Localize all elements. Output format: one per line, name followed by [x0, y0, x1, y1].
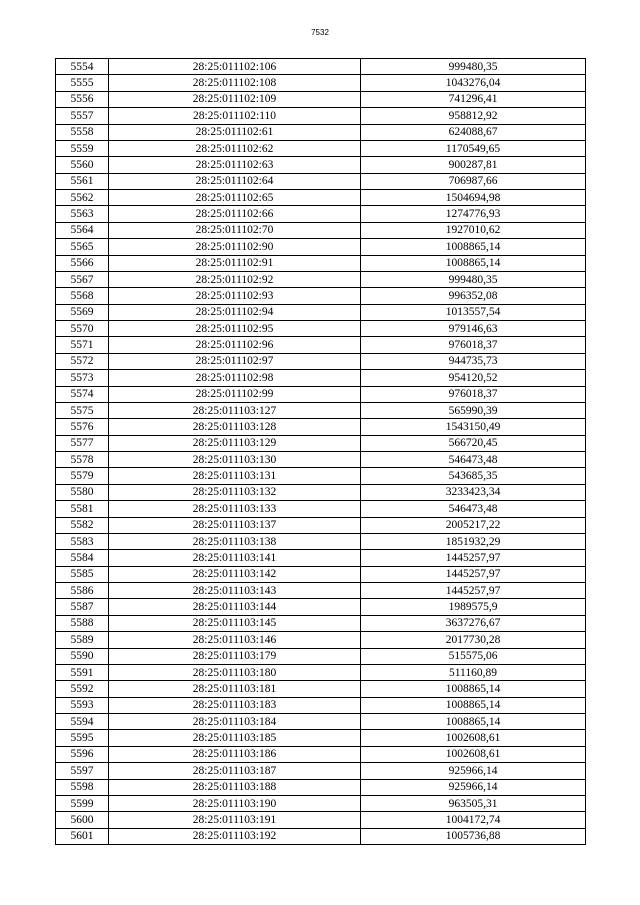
table-row	[56, 763, 586, 779]
row-index-cell: 5597	[56, 763, 109, 779]
cadastral-number-cell: 28:25:011103:191	[109, 812, 361, 828]
cadastral-number-cell: 28:25:011103:128	[109, 419, 361, 435]
cadastral-number-cell: 28:25:011102:62	[109, 140, 361, 156]
cadastral-value-cell: 944735,73	[361, 353, 586, 369]
cadastral-number-cell: 28:25:011102:99	[109, 386, 361, 402]
cadastral-number-cell: 28:25:011102:63	[109, 157, 361, 173]
cadastral-value-cell: 1008865,14	[361, 714, 586, 730]
row-index-cell: 5564	[56, 222, 109, 238]
table-row	[56, 419, 586, 435]
row-index-cell: 5594	[56, 714, 109, 730]
row-index-cell: 5593	[56, 697, 109, 713]
row-index-cell: 5600	[56, 812, 109, 828]
cadastral-number-cell: 28:25:011103:133	[109, 501, 361, 517]
row-index-cell: 5589	[56, 632, 109, 648]
row-index-cell: 5559	[56, 140, 109, 156]
cadastral-value-cell: 999480,35	[361, 271, 586, 287]
cadastral-value-cell: 1008865,14	[361, 697, 586, 713]
row-index-cell: 5562	[56, 190, 109, 206]
cadastral-number-cell: 28:25:011103:138	[109, 533, 361, 549]
cadastral-number-cell: 28:25:011103:183	[109, 697, 361, 713]
table-row	[56, 190, 586, 206]
cadastral-value-cell: 1002608,61	[361, 746, 586, 762]
row-index-cell: 5598	[56, 779, 109, 795]
cadastral-number-cell: 28:25:011102:70	[109, 222, 361, 238]
row-index-cell: 5587	[56, 599, 109, 615]
cadastral-number-cell: 28:25:011102:66	[109, 206, 361, 222]
row-index-cell: 5566	[56, 255, 109, 271]
cadastral-number-cell: 28:25:011102:96	[109, 337, 361, 353]
cadastral-value-cell: 566720,45	[361, 435, 586, 451]
cadastral-value-cell: 925966,14	[361, 779, 586, 795]
table-row	[56, 271, 586, 287]
table-row	[56, 632, 586, 648]
cadastral-number-cell: 28:25:011103:190	[109, 795, 361, 811]
cadastral-number-cell: 28:25:011103:180	[109, 664, 361, 680]
cadastral-number-cell: 28:25:011102:106	[109, 59, 361, 75]
cadastral-value-cell: 1504694,98	[361, 190, 586, 206]
cadastral-value-cell: 999480,35	[361, 59, 586, 75]
row-index-cell: 5599	[56, 795, 109, 811]
row-index-cell: 5570	[56, 321, 109, 337]
table-row	[56, 599, 586, 615]
row-index-cell: 5571	[56, 337, 109, 353]
cadastral-number-cell: 28:25:011103:188	[109, 779, 361, 795]
cadastral-value-cell: 976018,37	[361, 386, 586, 402]
row-index-cell: 5563	[56, 206, 109, 222]
table-row	[56, 75, 586, 91]
table-row	[56, 206, 586, 222]
row-index-cell: 5569	[56, 304, 109, 320]
cadastral-value-cell: 979146,63	[361, 321, 586, 337]
table-row	[56, 452, 586, 468]
cadastral-value-cell: 546473,48	[361, 452, 586, 468]
cadastral-number-cell: 28:25:011103:185	[109, 730, 361, 746]
row-index-cell: 5581	[56, 501, 109, 517]
row-index-cell: 5557	[56, 108, 109, 124]
cadastral-value-cell: 1170549,65	[361, 140, 586, 156]
cadastral-value-cell: 1043276,04	[361, 75, 586, 91]
row-index-cell: 5575	[56, 402, 109, 418]
row-index-cell: 5555	[56, 75, 109, 91]
cadastral-value-cell: 546473,48	[361, 501, 586, 517]
cadastral-number-cell: 28:25:011103:179	[109, 648, 361, 664]
cadastral-number-cell: 28:25:011103:137	[109, 517, 361, 533]
row-index-cell: 5572	[56, 353, 109, 369]
table-row	[56, 583, 586, 599]
row-index-cell: 5590	[56, 648, 109, 664]
cadastral-value-cell: 925966,14	[361, 763, 586, 779]
cadastral-value-cell: 515575,06	[361, 648, 586, 664]
row-index-cell: 5561	[56, 173, 109, 189]
cadastral-number-cell: 28:25:011103:144	[109, 599, 361, 615]
cadastral-value-cell: 1002608,61	[361, 730, 586, 746]
cadastral-number-cell: 28:25:011103:129	[109, 435, 361, 451]
table-row	[56, 681, 586, 697]
cadastral-value-cell: 1445257,97	[361, 583, 586, 599]
cadastral-value-cell: 2017730,28	[361, 632, 586, 648]
cadastral-number-cell: 28:25:011102:94	[109, 304, 361, 320]
table-row	[56, 550, 586, 566]
cadastral-number-cell: 28:25:011102:65	[109, 190, 361, 206]
cadastral-number-cell: 28:25:011102:97	[109, 353, 361, 369]
cadastral-number-cell: 28:25:011103:142	[109, 566, 361, 582]
row-index-cell: 5583	[56, 533, 109, 549]
table-row	[56, 828, 586, 844]
row-index-cell: 5584	[56, 550, 109, 566]
table-row	[56, 304, 586, 320]
table-row	[56, 795, 586, 811]
cadastral-value-cell: 1851932,29	[361, 533, 586, 549]
table-row	[56, 435, 586, 451]
cadastral-value-cell: 1005736,88	[361, 828, 586, 844]
table-row	[56, 140, 586, 156]
cadastral-number-cell: 28:25:011103:187	[109, 763, 361, 779]
cadastral-number-cell: 28:25:011103:146	[109, 632, 361, 648]
table-row	[56, 615, 586, 631]
row-index-cell: 5585	[56, 566, 109, 582]
cadastral-number-cell: 28:25:011102:64	[109, 173, 361, 189]
cadastral-number-cell: 28:25:011102:92	[109, 271, 361, 287]
cadastral-value-cell: 565990,39	[361, 402, 586, 418]
table-row	[56, 566, 586, 582]
cadastral-number-cell: 28:25:011103:130	[109, 452, 361, 468]
row-index-cell: 5580	[56, 484, 109, 500]
cadastral-value-cell: 996352,08	[361, 288, 586, 304]
cadastral-value-cell: 1274776,93	[361, 206, 586, 222]
cadastral-number-cell: 28:25:011103:145	[109, 615, 361, 631]
cadastral-value-cell: 976018,37	[361, 337, 586, 353]
cadastral-value-cell: 706987,66	[361, 173, 586, 189]
cadastral-value-cell: 1445257,97	[361, 550, 586, 566]
row-index-cell: 5556	[56, 91, 109, 107]
row-index-cell: 5592	[56, 681, 109, 697]
cadastral-value-cell: 954120,52	[361, 370, 586, 386]
cadastral-number-cell: 28:25:011102:98	[109, 370, 361, 386]
cadastral-value-cell: 741296,41	[361, 91, 586, 107]
cadastral-number-cell: 28:25:011103:127	[109, 402, 361, 418]
row-index-cell: 5568	[56, 288, 109, 304]
cadastral-number-cell: 28:25:011102:91	[109, 255, 361, 271]
cadastral-value-cell: 1445257,97	[361, 566, 586, 582]
table-row	[56, 239, 586, 255]
table-row	[56, 779, 586, 795]
table-row	[56, 533, 586, 549]
table-row	[56, 697, 586, 713]
cadastral-number-cell: 28:25:011102:110	[109, 108, 361, 124]
row-index-cell: 5577	[56, 435, 109, 451]
row-index-cell: 5601	[56, 828, 109, 844]
row-index-cell: 5576	[56, 419, 109, 435]
row-index-cell: 5567	[56, 271, 109, 287]
row-index-cell: 5588	[56, 615, 109, 631]
row-index-cell: 5578	[56, 452, 109, 468]
table-row	[56, 353, 586, 369]
row-index-cell: 5579	[56, 468, 109, 484]
table-row	[56, 746, 586, 762]
table-row	[56, 648, 586, 664]
cadastral-value-cell: 900287,81	[361, 157, 586, 173]
cadastral-value-cell: 1543150,49	[361, 419, 586, 435]
cadastral-number-cell: 28:25:011103:131	[109, 468, 361, 484]
cadastral-value-cell: 1008865,14	[361, 681, 586, 697]
cadastral-value-cell: 1004172,74	[361, 812, 586, 828]
cadastral-value-cell: 958812,92	[361, 108, 586, 124]
table-row	[56, 517, 586, 533]
cadastral-number-cell: 28:25:011103:184	[109, 714, 361, 730]
table-row	[56, 501, 586, 517]
cadastral-value-cell: 511160,89	[361, 664, 586, 680]
cadastral-number-cell: 28:25:011103:132	[109, 484, 361, 500]
table-row	[56, 59, 586, 75]
cadastral-number-cell: 28:25:011102:109	[109, 91, 361, 107]
cadastral-number-cell: 28:25:011102:90	[109, 239, 361, 255]
table-row	[56, 664, 586, 680]
table-row	[56, 124, 586, 140]
row-index-cell: 5586	[56, 583, 109, 599]
cadastral-number-cell: 28:25:011102:108	[109, 75, 361, 91]
row-index-cell: 5582	[56, 517, 109, 533]
table-row	[56, 321, 586, 337]
cadastral-number-cell: 28:25:011102:95	[109, 321, 361, 337]
cadastral-value-cell: 1989575,9	[361, 599, 586, 615]
cadastral-number-cell: 28:25:011103:181	[109, 681, 361, 697]
row-index-cell: 5565	[56, 239, 109, 255]
table-row	[56, 386, 586, 402]
cadastral-number-cell: 28:25:011103:192	[109, 828, 361, 844]
row-index-cell: 5596	[56, 746, 109, 762]
row-index-cell: 5591	[56, 664, 109, 680]
row-index-cell: 5560	[56, 157, 109, 173]
row-index-cell: 5595	[56, 730, 109, 746]
cadastral-value-cell: 1008865,14	[361, 255, 586, 271]
row-index-cell: 5558	[56, 124, 109, 140]
page-number: 7532	[311, 28, 329, 37]
cadastral-number-cell: 28:25:011103:143	[109, 583, 361, 599]
cadastral-value-cell: 3233423,34	[361, 484, 586, 500]
cadastral-value-cell: 1927010,62	[361, 222, 586, 238]
table-row	[56, 337, 586, 353]
table-row	[56, 222, 586, 238]
table-row	[56, 108, 586, 124]
cadastral-number-cell: 28:25:011102:61	[109, 124, 361, 140]
cadastral-number-cell: 28:25:011103:186	[109, 746, 361, 762]
table-row	[56, 157, 586, 173]
table-row	[56, 288, 586, 304]
row-index-cell: 5574	[56, 386, 109, 402]
table-row	[56, 730, 586, 746]
cadastral-value-cell: 963505,31	[361, 795, 586, 811]
row-index-cell: 5573	[56, 370, 109, 386]
table-row	[56, 91, 586, 107]
cadastral-value-cell: 2005217,22	[361, 517, 586, 533]
table-row	[56, 714, 586, 730]
cadastral-value-table	[55, 58, 586, 845]
cadastral-value-cell: 1013557,54	[361, 304, 586, 320]
table-row	[56, 402, 586, 418]
table-row	[56, 255, 586, 271]
table-row	[56, 812, 586, 828]
cadastral-value-cell: 1008865,14	[361, 239, 586, 255]
table-row	[56, 484, 586, 500]
cadastral-value-cell: 543685,35	[361, 468, 586, 484]
cadastral-number-cell: 28:25:011103:141	[109, 550, 361, 566]
table-row	[56, 468, 586, 484]
cadastral-value-cell: 3637276,67	[361, 615, 586, 631]
cadastral-value-cell: 624088,67	[361, 124, 586, 140]
row-index-cell: 5554	[56, 59, 109, 75]
table-row	[56, 173, 586, 189]
table-row	[56, 370, 586, 386]
table-body	[56, 59, 586, 845]
cadastral-number-cell: 28:25:011102:93	[109, 288, 361, 304]
